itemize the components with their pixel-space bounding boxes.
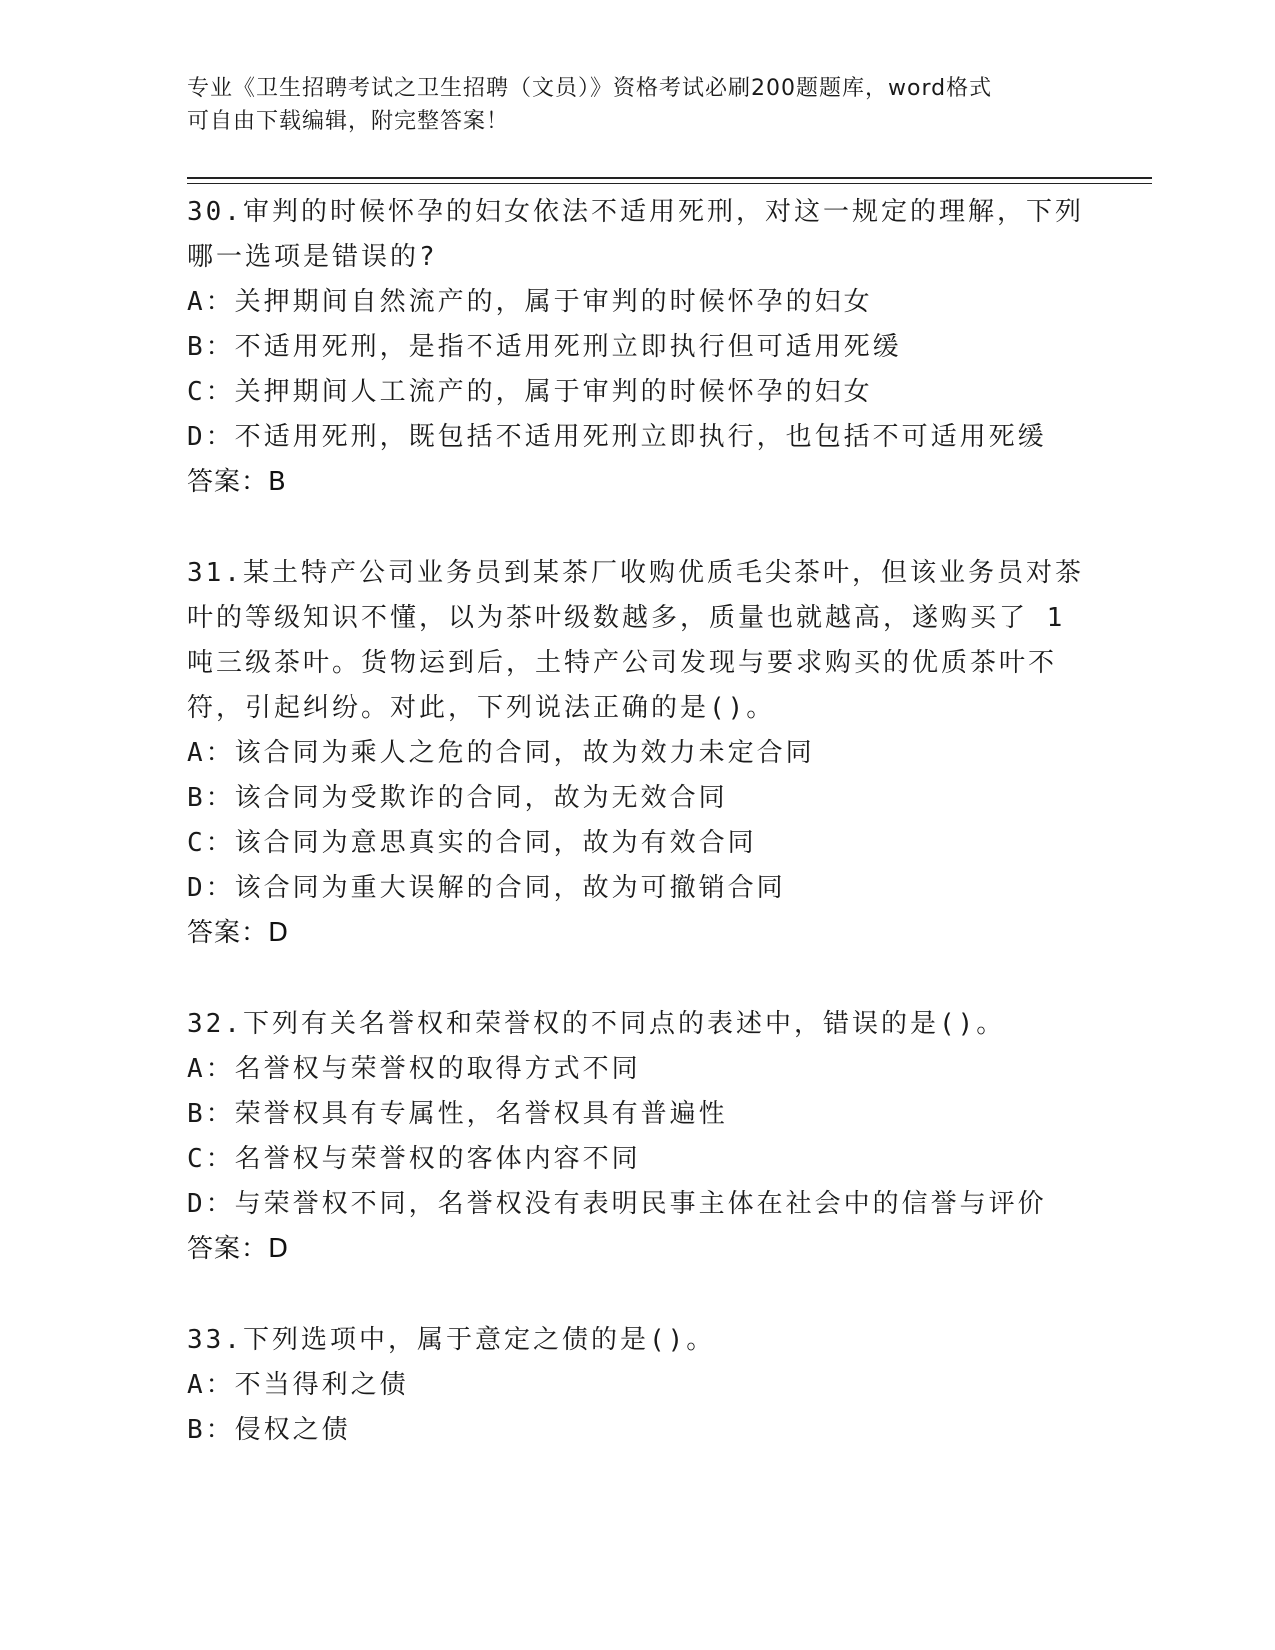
- question-stem-line: 吨三级茶叶。货物运到后，土特产公司发现与要求购买的优质茶叶不: [187, 648, 1058, 678]
- answer-line: 答案：B: [187, 467, 287, 497]
- option-b: B：该合同为受欺诈的合同，故为无效合同: [187, 783, 728, 813]
- question-stem-line: 符，引起纠纷。对此，下列说法正确的是()。: [187, 693, 776, 723]
- option-a: A：名誉权与荣誉权的取得方式不同: [187, 1054, 641, 1084]
- question-stem-line: 33.下列选项中，属于意定之债的是()。: [187, 1325, 716, 1355]
- header-line-2: 可自由下载编辑，附完整答案！: [187, 109, 510, 134]
- header-line-1: 专业《卫生招聘考试之卫生招聘（文员）》资格考试必刷200题题库，word格式: [187, 76, 993, 101]
- question-stem-line: 叶的等级知识不懂，以为茶叶级数越多，质量也就越高，遂购买了 1: [187, 603, 1066, 633]
- option-d: D：与荣誉权不同，名誉权没有表明民事主体在社会中的信誉与评价: [187, 1189, 1047, 1219]
- question-32: [187, 1002, 1087, 1272]
- option-d: D：该合同为重大误解的合同，故为可撤销合同: [187, 873, 786, 903]
- option-d: D：不适用死刑，既包括不适用死刑立即执行，也包括不可适用死缓: [187, 422, 1047, 452]
- option-b: B：荣誉权具有专属性，名誉权具有普遍性: [187, 1099, 728, 1129]
- header-divider-thick: [187, 177, 1152, 179]
- option-a: A：关押期间自然流产的，属于审判的时候怀孕的妇女: [187, 287, 873, 317]
- question-33: [187, 1318, 1087, 1453]
- document-header: [187, 72, 1067, 138]
- question-stem-line: 哪一选项是错误的?: [187, 242, 438, 272]
- question-31: [187, 551, 1087, 956]
- option-c: C：该合同为意思真实的合同，故为有效合同: [187, 828, 757, 858]
- option-c: C：名誉权与荣誉权的客体内容不同: [187, 1144, 641, 1174]
- question-stem-line: 30.审判的时候怀孕的妇女依法不适用死刑，对这一规定的理解，下列: [187, 197, 1084, 227]
- option-a: A：该合同为乘人之危的合同，故为效力未定合同: [187, 738, 815, 768]
- question-stem-line: 32.下列有关名誉权和荣誉权的不同点的表述中，错误的是()。: [187, 1009, 1006, 1039]
- question-list: [187, 190, 1087, 1499]
- option-a: A：不当得利之债: [187, 1370, 409, 1400]
- option-b: B：侵权之债: [187, 1415, 351, 1445]
- answer-line: 答案：D: [187, 918, 290, 948]
- answer-line: 答案：D: [187, 1234, 290, 1264]
- header-divider-thin: [187, 183, 1152, 184]
- option-b: B：不适用死刑，是指不适用死刑立即执行但可适用死缓: [187, 332, 902, 362]
- question-30: [187, 190, 1087, 505]
- option-c: C：关押期间人工流产的，属于审判的时候怀孕的妇女: [187, 377, 873, 407]
- question-stem-line: 31.某土特产公司业务员到某茶厂收购优质毛尖茶叶，但该业务员对茶: [187, 558, 1084, 588]
